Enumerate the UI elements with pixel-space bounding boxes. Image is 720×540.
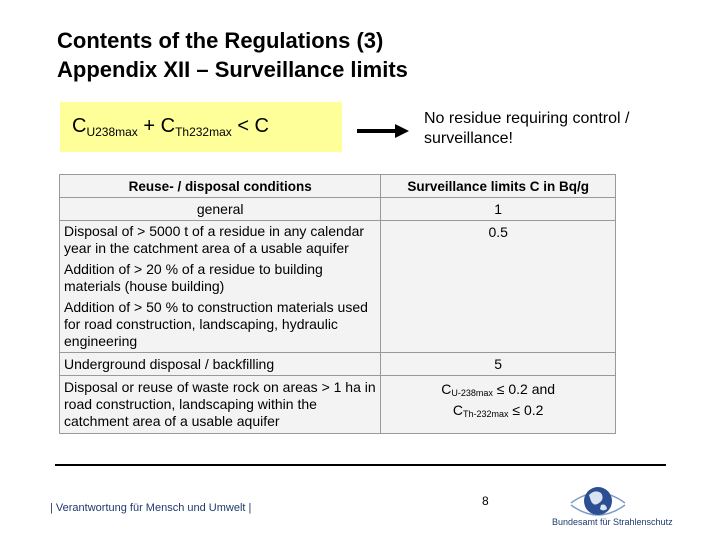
header-conditions: Reuse- / disposal conditions	[60, 175, 381, 198]
condition-u238	[385, 381, 611, 402]
condition-item: Disposal of > 5000 t of a residue in any calendar year in the catchment area of a usable aquifer	[64, 223, 365, 256]
note-line-1: No residue requiring control /	[424, 110, 630, 127]
surveillance-limits-table	[59, 174, 616, 434]
table-row	[60, 198, 616, 221]
slide-title	[57, 26, 408, 84]
formula-tail: < C	[231, 115, 270, 137]
title-line-2: Appendix XII – Surveillance limits	[57, 57, 408, 82]
cell-waste-rock-label: Disposal or reuse of waste rock on areas > 1 ha in road construction, landscaping within the catchment area of a usable aquifer	[60, 376, 381, 434]
condition-item: Addition of > 50 % to construction materials used for road construction, landscaping, hydraulic engineering	[64, 299, 368, 349]
conclusion-note	[424, 109, 629, 149]
cell-waste-rock-value	[381, 376, 616, 434]
cell-general-value: 1	[381, 198, 616, 221]
right-arrow-icon	[357, 124, 409, 138]
bfs-logo-text: Bundesamt für Strahlenschutz	[552, 517, 673, 527]
cond1-c: C	[441, 381, 452, 397]
cell-group-conditions	[60, 221, 381, 353]
cond2-c: C	[452, 402, 464, 418]
table-header-row	[60, 175, 616, 198]
table-row	[60, 376, 616, 434]
header-limits: Surveillance limits C in Bq/g	[381, 175, 616, 198]
title-line-1: Contents of the Regulations (3)	[57, 28, 384, 53]
formula-sub-th232: Th232max	[175, 125, 232, 139]
table-row	[60, 353, 616, 376]
formula-expression	[72, 115, 269, 139]
footer-slogan: | Verantwortung für Mensch und Umwelt |	[50, 502, 252, 514]
cell-underground-label: Underground disposal / backfilling	[60, 353, 381, 376]
formula-box	[60, 102, 342, 152]
page-number: 8	[482, 494, 489, 508]
formula-plus: + C	[137, 115, 176, 137]
cell-underground-value: 5	[381, 353, 616, 376]
table-row	[60, 221, 616, 353]
cond1-sub: U-238max	[451, 388, 493, 398]
cond2-tail: ≤ 0.2	[508, 402, 544, 418]
formula-c1: C	[72, 115, 87, 137]
note-line-2: surveillance!	[424, 130, 513, 147]
bfs-logo-icon	[567, 481, 629, 521]
cond2-sub: Th-232max	[463, 409, 509, 419]
formula-sub-u238: U238max	[86, 125, 138, 139]
cell-group-value: 0.5	[381, 221, 616, 353]
cond1-tail: ≤ 0.2 and	[492, 381, 556, 397]
condition-item: Addition of > 20 % of a residue to building materials (house building)	[64, 261, 323, 294]
cell-general-label: general	[60, 198, 381, 221]
condition-th232	[385, 402, 611, 423]
footer-divider	[55, 464, 666, 466]
